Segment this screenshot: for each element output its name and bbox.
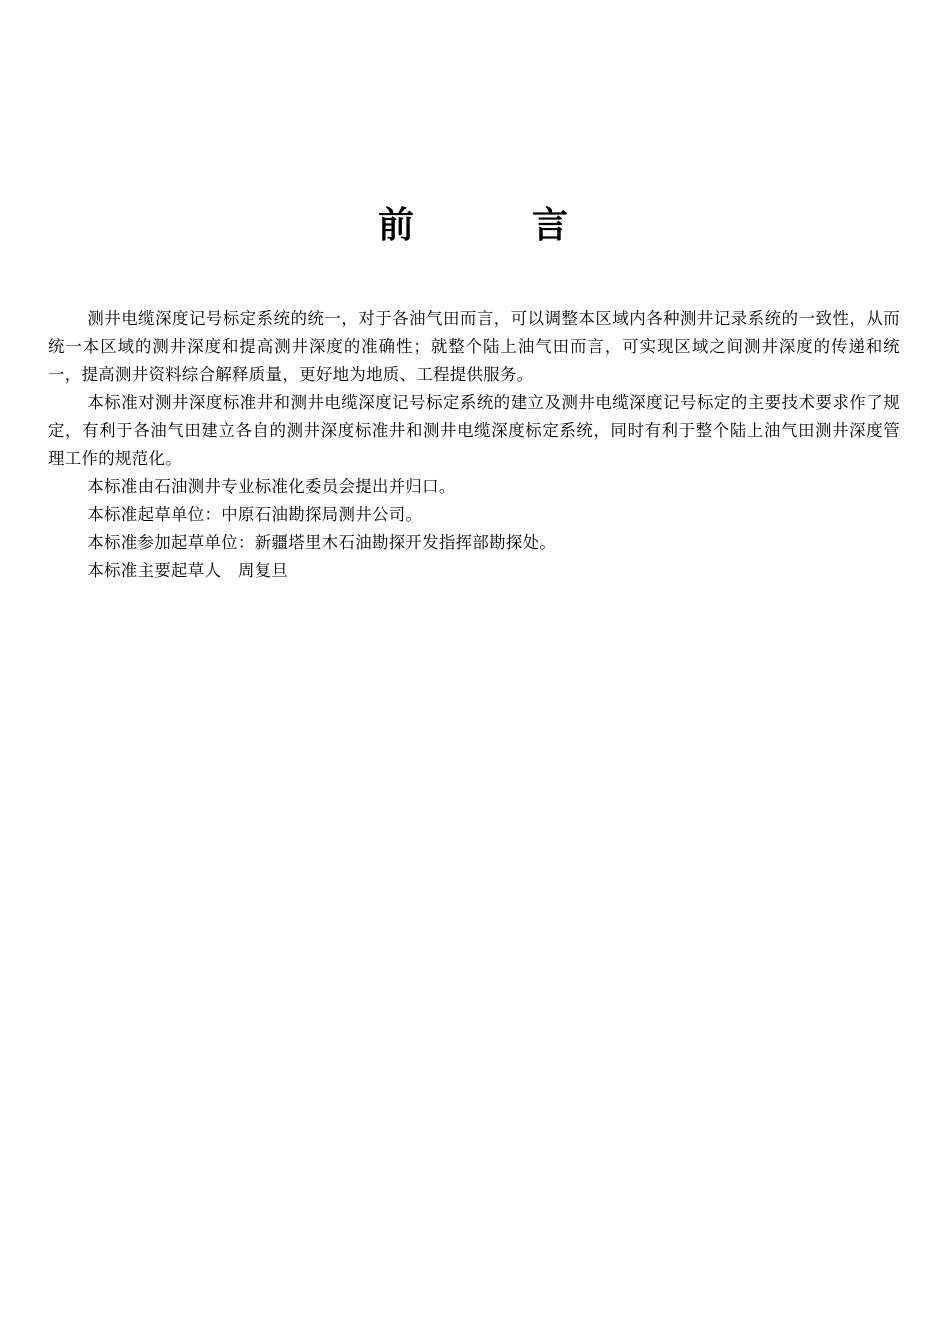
paragraph-purpose: 测井电缆深度记号标定系统的统一，对于各油气田而言，可以调整本区域内各种测井记录系统的一致性，从而统一本区域的测井深度和提高测井深度的准确性；就整个陆上油气田而言，可实现区域之间测井深度的传递和统一，提高测井资料综合解释质量，更好地为地质、工程提供服务。 [48, 309, 900, 384]
paragraph-scope: 本标准对测井深度标准井和测井电缆深度记号标定系统的建立及测井电缆深度记号标定的主要技术要求作了规定，有利于各油气田建立各自的测井深度标准井和测井电缆深度标定系统，同时有利于整个陆上油气田测井深度管理工作的规范化。 [48, 393, 900, 468]
foreword-body [48, 305, 900, 585]
paragraph-participating-unit: 本标准参加起草单位：新疆塔里木石油勘探开发指挥部勘探处。 [87, 533, 557, 552]
page-title [0, 200, 950, 250]
title-char-1: 前 [378, 204, 415, 246]
title-char-2: 言 [532, 204, 569, 246]
paragraph-drafters: 本标准主要起草人 周复旦 [87, 561, 289, 580]
paragraph-drafting-unit: 本标准起草单位：中原石油勘探局测井公司。 [87, 505, 423, 524]
paragraph-proposer: 本标准由石油测井专业标准化委员会提出并归口。 [87, 477, 456, 496]
